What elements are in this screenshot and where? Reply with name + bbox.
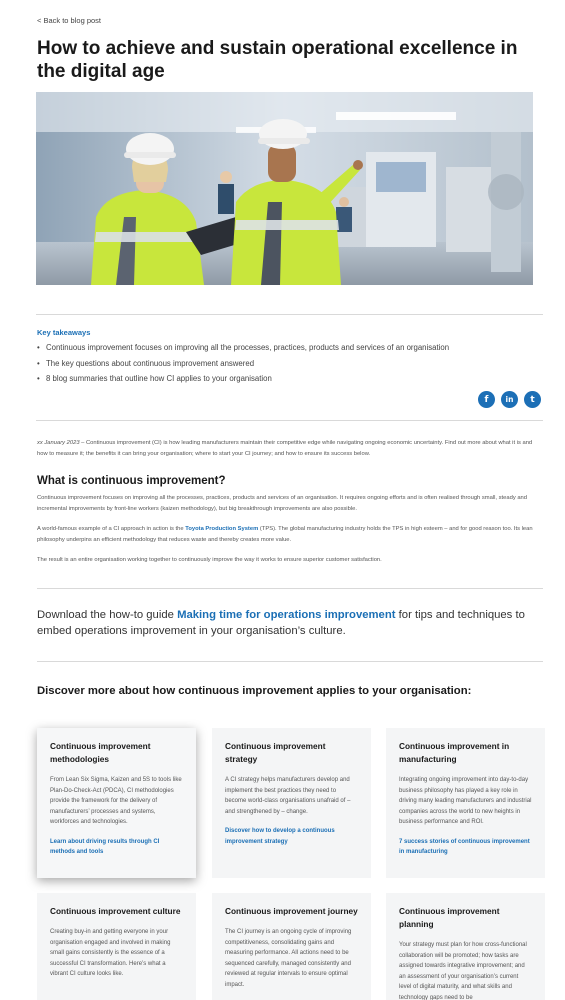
facebook-icon[interactable]: f	[478, 391, 495, 408]
key-takeaways-list	[37, 342, 449, 389]
divider	[36, 314, 543, 315]
card-link[interactable]: Discover how to develop a continuous improvement strategy	[225, 828, 335, 845]
linkedin-icon[interactable]: in	[501, 391, 518, 408]
divider	[37, 661, 543, 662]
card-body: Your strategy must plan for how cross-functional collaboration will be promoted; how tasks are assigned towards integrative improvement; and an assessment of your organisation’s current level of digital maturity, and what skills and technology gaps need to be	[399, 942, 527, 1000]
hero-image	[36, 92, 533, 285]
card-ci-methodologies[interactable]	[37, 728, 196, 878]
key-takeaways-label: Key takeaways	[37, 328, 91, 337]
bullet-icon: •	[37, 374, 40, 383]
divider	[36, 420, 543, 421]
card-body: The CI journey is an ongoing cycle of improving competitiveness, consolidating gains and measuring performance. All actions need to be sequenced carefully, managed consistently and reviewed at regular intervals to ensure optimal impact.	[225, 929, 352, 988]
card-body: From Lean Six Sigma, Kaizen and 5S to tools like Plan-Do-Check-Act (PDCA), CI methodologies provide the framework for the delivery of manufacturers’ processes and systems, workforces and technologies.	[50, 777, 182, 825]
card-ci-planning[interactable]	[386, 893, 545, 1000]
section-paragraph: Continuous improvement focuses on improving all the processes, practices, products and services of an organisation. It requires ongoing efforts and is often realised through small, steady and incremental improvements by front-line workers (kaizen methodology), but big breakthrough improvements are also possible.	[37, 495, 527, 512]
list-item: • Continuous improvement focuses on improving all the processes, practices, products and services of an organisation	[37, 343, 450, 352]
back-to-blog-link[interactable]: < Back to blog post	[37, 16, 101, 25]
card-title: Continuous improvement strategy	[225, 741, 326, 764]
card-title: Continuous improvement methodologies	[50, 741, 151, 764]
card-ci-manufacturing[interactable]	[386, 728, 545, 878]
section-heading: What is continuous improvement?	[37, 475, 226, 487]
card-body: Creating buy-in and getting everyone in your organisation engaged and involved in making small gains consistently is the essence of a successful CI transformation. Here’s what a vibrant CI culture looks like.	[50, 929, 171, 977]
share-buttons	[478, 391, 541, 408]
list-item: • 8 blog summaries that outline how CI applies to your organisation	[37, 374, 272, 383]
card-body: A CI strategy helps manufacturers develop and implement the best practices they need to become world-class organisations unafraid of – and strengthened by – change.	[225, 777, 351, 815]
card-body: Integrating ongoing improvement into day-to-day business philosophy has played a key role in driving many leading manufacturers and industrial companies across the world to new heights in business performance and ROI.	[399, 777, 532, 825]
bullet-icon: •	[37, 343, 40, 352]
download-guide-link[interactable]: Making time for operations improvement	[177, 609, 396, 621]
twitter-icon[interactable]: t	[524, 391, 541, 408]
publish-date: xx January 2023	[37, 440, 80, 446]
card-ci-culture[interactable]	[37, 893, 196, 1000]
section-paragraph: The result is an entire organisation working together to continuously improve the way it works to ensure superior customer satisfaction.	[37, 557, 382, 563]
page-title: How to achieve and sustain operational excellence in the digital age	[37, 38, 518, 82]
discover-heading: Discover more about how continuous improvement applies to your organisation:	[37, 685, 472, 697]
card-link[interactable]: 7 success stories of continuous improvement in manufacturing	[399, 838, 530, 855]
download-guide-text: Download the how-to guide Making time for operations improvement for tips and techniques to embed operations improvement in your organisation’s culture.	[37, 609, 525, 637]
card-title: Continuous improvement in manufacturing	[399, 741, 510, 764]
section-paragraph: A world-famous example of a CI approach in action is the Toyota Production System (TPS). The global manufacturing industry holds the TPS in high esteem – and for good reason too. Its lean philosophy underpins an efficient methodology that reduces waste and thereby creates more value.	[37, 526, 533, 543]
card-title: Continuous improvement culture	[50, 906, 181, 916]
intro-paragraph: xx January 2023 – Continuous improvement (CI) is how leading manufacturers maintain their competitive edge while navigating ongoing economic uncertainty. Find out more about what it is and how to measure it; the benefits it can bring your organisation; where to start your CI journey; and how to ensure its success below.	[37, 440, 533, 457]
card-ci-strategy[interactable]	[212, 728, 371, 878]
bullet-icon: •	[37, 358, 40, 368]
card-title: Continuous improvement planning	[399, 906, 500, 929]
card-ci-journey[interactable]	[212, 893, 371, 1000]
card-title: Continuous improvement journey	[225, 906, 358, 916]
list-item: • The key questions about continuous improvement answered	[37, 358, 255, 368]
toyota-production-system-link[interactable]: Toyota Production System	[185, 526, 259, 532]
card-link[interactable]: Learn about driving results through CI methods and tools	[50, 838, 160, 855]
divider	[37, 588, 543, 589]
